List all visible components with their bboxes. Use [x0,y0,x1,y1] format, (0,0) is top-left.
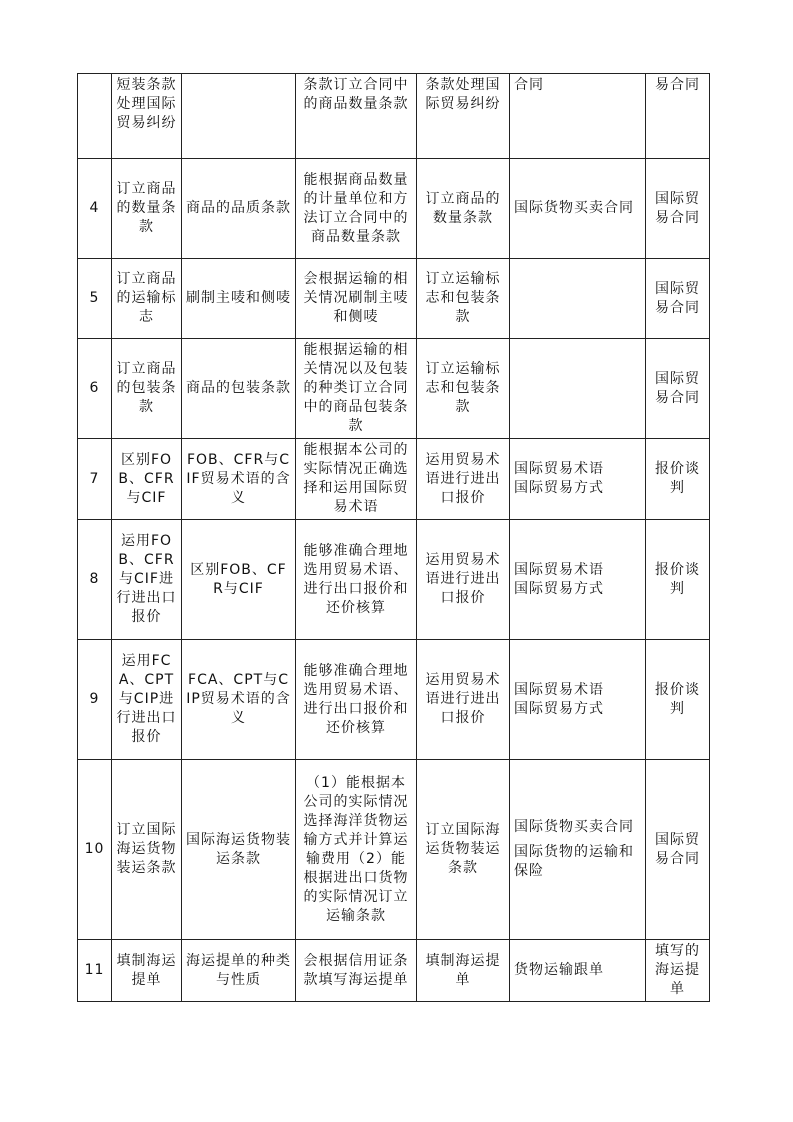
task-cell: 区别FOB、CFR与CIF [112,439,182,520]
reference-cell [510,339,646,439]
table-row [78,520,710,640]
output-cell: 填写的海运提单 [646,940,710,1002]
reference-cell [510,640,646,760]
row-number-cell: 8 [78,520,112,640]
skill-cell: 会根据信用证条款填写海运提单 [296,940,417,1002]
skill-cell: 能根据商品数量的计量单位和方法订立合同中的商品数量条款 [296,159,417,259]
task-cell: 订立商品的运输标志 [112,259,182,339]
project-cell: 订立运输标志和包装条款 [417,259,510,339]
row-number-cell: 9 [78,640,112,760]
knowledge-cell: 区别FOB、CFR与CIF [182,520,296,640]
reference-item: 国际货物买卖合同 [514,200,634,216]
project-cell: 条款处理国际贸易纠纷 [417,74,510,159]
table-row [78,339,710,439]
reference-cell [510,520,646,640]
skill-cell: 条款订立合同中的商品数量条款 [296,74,417,159]
task-cell: 订立商品的包装条款 [112,339,182,439]
row-number-cell: 6 [78,339,112,439]
project-cell: 填制海运提单 [417,940,510,1002]
skill-cell: 能根据运输的相关情况以及包装的种类订立合同中的商品包装条款 [296,339,417,439]
task-cell: 短装条款处理国际贸易纠纷 [112,74,182,159]
output-cell: 国际贸易合同 [646,760,710,940]
row-number-cell: 10 [78,760,112,940]
row-number-cell: 11 [78,940,112,1002]
skill-cell: 能够准确合理地选用贸易术语、进行出口报价和还价核算 [296,520,417,640]
reference-cell [510,940,646,1002]
knowledge-cell: 刷制主唛和侧唛 [182,259,296,339]
output-cell: 易合同 [646,74,710,159]
project-cell: 订立国际海运货物装运条款 [417,760,510,940]
knowledge-cell: FCA、CPT与CIP贸易术语的含义 [182,640,296,760]
row-number-cell [78,74,112,159]
output-cell: 报价谈判 [646,520,710,640]
task-cell: 订立国际海运货物装运条款 [112,760,182,940]
reference-item: 国际贸易方式 [514,480,604,496]
skill-cell: 能够准确合理地选用贸易术语、进行出口报价和还价核算 [296,640,417,760]
project-cell: 运用贸易术语进行进出口报价 [417,439,510,520]
reference-item: 货物运输跟单 [514,962,604,978]
project-cell: 运用贸易术语进行进出口报价 [417,640,510,760]
output-cell: 国际贸易合同 [646,159,710,259]
reference-cell [510,74,646,159]
reference-cell [510,259,646,339]
reference-cell [510,159,646,259]
table-row [78,940,710,1002]
row-number-cell: 4 [78,159,112,259]
reference-item: 国际贸易术语 [514,681,604,698]
course-content-table [77,73,710,1002]
knowledge-cell: 商品的包装条款 [182,339,296,439]
skill-cell: 会根据运输的相关情况刷制主唛和侧唛 [296,259,417,339]
project-cell: 运用贸易术语进行进出口报价 [417,520,510,640]
skill-cell: （1）能根据本公司的实际情况选择海洋货物运输方式并计算运输费用（2）能根据进出口货物的实际情况订立运输条款 [296,760,417,940]
knowledge-cell: 海运提单的种类与性质 [182,940,296,1002]
table-row [78,439,710,520]
table-row [78,760,710,940]
table-row [78,159,710,259]
knowledge-cell: 国际海运货物装运条款 [182,760,296,940]
knowledge-cell: FOB、CFR与CIF贸易术语的含义 [182,439,296,520]
knowledge-cell [182,74,296,159]
reference-item: 国际货物的运输和保险 [514,844,634,879]
project-cell: 订立运输标志和包装条款 [417,339,510,439]
reference-item: 合同 [514,77,544,93]
task-cell: 订立商品的数量条款 [112,159,182,259]
table-row [78,259,710,339]
output-cell: 报价谈判 [646,439,710,520]
reference-item: 国际贸易方式 [514,700,604,717]
reference-item: 国际贸易术语 [514,561,604,578]
reference-item: 国际货物买卖合同 [514,819,634,835]
task-cell: 运用FCA、CPT与CIP进行进出口报价 [112,640,182,760]
reference-item: 国际贸易方式 [514,580,604,597]
task-cell: 运用FOB、CFR与CIF进行进出口报价 [112,520,182,640]
task-cell: 填制海运提单 [112,940,182,1002]
row-number-cell: 7 [78,439,112,520]
output-cell: 报价谈判 [646,640,710,760]
skill-cell: 能根据本公司的实际情况正确选择和运用国际贸易术语 [296,439,417,520]
output-cell: 国际贸易合同 [646,339,710,439]
output-cell: 国际贸易合同 [646,259,710,339]
knowledge-cell: 商品的品质条款 [182,159,296,259]
reference-cell [510,760,646,940]
row-number-cell: 5 [78,259,112,339]
table-row [78,74,710,159]
project-cell: 订立商品的数量条款 [417,159,510,259]
reference-cell [510,439,646,520]
reference-item: 国际贸易术语 [514,461,604,477]
table-row [78,640,710,760]
